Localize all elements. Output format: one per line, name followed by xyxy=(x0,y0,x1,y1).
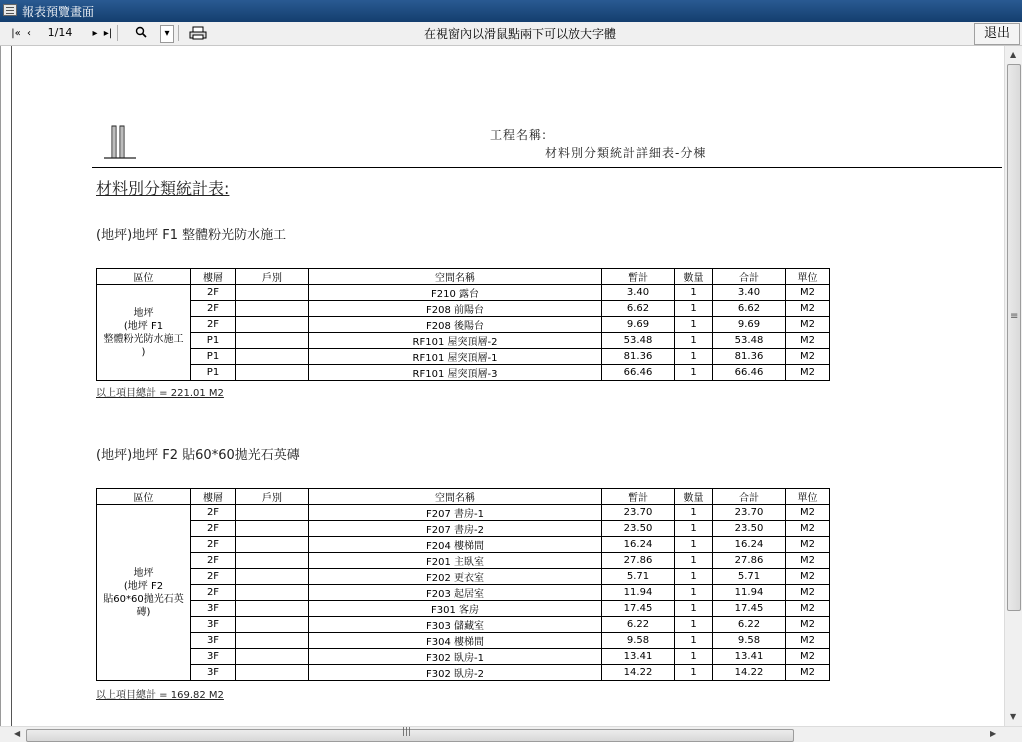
table-cell: M2 xyxy=(786,617,830,633)
table-cell xyxy=(236,649,309,665)
table-cell: 1 xyxy=(675,649,713,665)
col-header: 戶別 xyxy=(236,269,309,285)
table-cell xyxy=(236,617,309,633)
area-cell xyxy=(97,505,191,681)
report-heading: 材料別分類統計表: xyxy=(96,179,230,198)
scroll-down-icon[interactable]: ▼ xyxy=(1010,712,1017,721)
table-cell xyxy=(236,537,309,553)
table-cell: 9.58 xyxy=(602,633,675,649)
col-header: 區位 xyxy=(97,269,191,285)
table-cell: 1 xyxy=(675,585,713,601)
col-header: 空間名稱 xyxy=(309,269,602,285)
table-cell: 27.86 xyxy=(713,553,786,569)
col-header: 樓層 xyxy=(191,269,236,285)
table-cell: M2 xyxy=(786,365,830,381)
area-cell xyxy=(97,285,191,381)
zoom-hint: 在視窗內以滑鼠點兩下可以放大字體 xyxy=(423,27,616,41)
material-table-1 xyxy=(96,268,830,381)
building-logo-icon xyxy=(102,124,138,160)
table-cell: M2 xyxy=(786,601,830,617)
table-cell: 9.58 xyxy=(713,633,786,649)
table-cell: F304 樓梯間 xyxy=(309,633,602,649)
report-page xyxy=(11,46,1002,726)
table-cell: 2F xyxy=(191,285,236,301)
area-label-line: 地坪 xyxy=(133,567,154,579)
col-header: 空間名稱 xyxy=(309,489,602,505)
table-cell: 16.24 xyxy=(602,537,675,553)
prev-page-icon[interactable]: ‹ xyxy=(27,28,31,39)
col-header: 數量 xyxy=(675,489,713,505)
grip-icon: ||| xyxy=(402,727,412,737)
table-cell: 53.48 xyxy=(602,333,675,349)
header-divider xyxy=(92,167,1002,168)
table-cell: F301 客房 xyxy=(309,601,602,617)
table-cell: 53.48 xyxy=(713,333,786,349)
col-header: 戶別 xyxy=(236,489,309,505)
table-cell: F202 更衣室 xyxy=(309,569,602,585)
table-cell xyxy=(236,505,309,521)
table-cell: 3.40 xyxy=(602,285,675,301)
table-cell: 13.41 xyxy=(713,649,786,665)
section-title: (地坪)地坪 F2 貼60*60拋光石英磚 xyxy=(96,448,300,463)
vertical-scroll-thumb[interactable] xyxy=(1007,64,1021,611)
table-cell: 27.86 xyxy=(602,553,675,569)
table-cell: 3F xyxy=(191,665,236,681)
table-cell: 17.45 xyxy=(713,601,786,617)
table-row xyxy=(97,365,830,381)
col-header: 單位 xyxy=(786,489,830,505)
table-cell: 9.69 xyxy=(713,317,786,333)
table-cell: 1 xyxy=(675,537,713,553)
table-cell: 1 xyxy=(675,285,713,301)
table-row xyxy=(97,649,830,665)
area-label-line: 整體粉光防水施工 xyxy=(103,333,184,345)
table-row xyxy=(97,585,830,601)
vertical-scrollbar[interactable] xyxy=(1004,46,1022,726)
table-cell: RF101 屋突頂層-2 xyxy=(309,333,602,349)
toolbar-separator xyxy=(117,25,118,41)
table-cell xyxy=(236,665,309,681)
table-cell: 11.94 xyxy=(713,585,786,601)
last-page-icon[interactable]: ▸| xyxy=(103,28,113,39)
table-cell: 6.22 xyxy=(602,617,675,633)
table-cell: M2 xyxy=(786,649,830,665)
chevron-down-icon: ▾ xyxy=(164,28,170,39)
table-cell: F208 前陽台 xyxy=(309,301,602,317)
zoom-dropdown[interactable] xyxy=(160,25,174,43)
table-row xyxy=(97,285,830,301)
table-cell: F303 儲藏室 xyxy=(309,617,602,633)
report-name: 材料別分類統計詳細表-分棟 xyxy=(545,146,707,160)
table-cell: M2 xyxy=(786,633,830,649)
table-cell: M2 xyxy=(786,349,830,365)
table-cell xyxy=(236,633,309,649)
table-cell: 66.46 xyxy=(602,365,675,381)
table-cell: 1 xyxy=(675,505,713,521)
table-cell: M2 xyxy=(786,569,830,585)
table-cell: M2 xyxy=(786,537,830,553)
section-total: 以上項目總計 = 169.82 M2 xyxy=(96,690,224,701)
table-cell xyxy=(236,569,309,585)
table-cell: M2 xyxy=(786,285,830,301)
table-cell: F204 樓梯間 xyxy=(309,537,602,553)
table-cell: F207 書房-1 xyxy=(309,505,602,521)
preview-toolbar xyxy=(0,22,1022,46)
table-cell: 23.50 xyxy=(713,521,786,537)
table-cell: 6.62 xyxy=(713,301,786,317)
table-cell: 1 xyxy=(675,349,713,365)
area-label-line: 地坪 xyxy=(133,307,154,319)
table-cell: F302 臥房-2 xyxy=(309,665,602,681)
table-cell: 2F xyxy=(191,537,236,553)
report-viewport[interactable] xyxy=(0,46,1005,726)
table-cell: M2 xyxy=(786,665,830,681)
table-row xyxy=(97,537,830,553)
table-cell xyxy=(236,553,309,569)
table-cell: M2 xyxy=(786,317,830,333)
table-cell: 16.24 xyxy=(713,537,786,553)
table-cell: 3F xyxy=(191,633,236,649)
first-page-icon[interactable]: |« xyxy=(11,28,21,39)
table-cell: 3F xyxy=(191,617,236,633)
table-row xyxy=(97,317,830,333)
col-header: 暫計 xyxy=(602,269,675,285)
table-cell: 3.40 xyxy=(713,285,786,301)
table-cell: 1 xyxy=(675,301,713,317)
col-header: 單位 xyxy=(786,269,830,285)
area-label-line: (地坪 F2 xyxy=(123,580,164,592)
table-row xyxy=(97,505,830,521)
next-page-icon[interactable]: ▸ xyxy=(92,28,98,39)
table-cell: P1 xyxy=(191,349,236,365)
table-cell: 1 xyxy=(675,333,713,349)
material-table-2 xyxy=(96,488,830,681)
table-cell: M2 xyxy=(786,505,830,521)
window-title: 報表預覽畫面 xyxy=(22,5,95,19)
table-cell: 1 xyxy=(675,601,713,617)
table-cell: M2 xyxy=(786,553,830,569)
table-cell: 2F xyxy=(191,301,236,317)
col-header: 區位 xyxy=(97,489,191,505)
grip-icon: ≡ xyxy=(1010,311,1019,322)
scroll-left-icon[interactable]: ◀ xyxy=(14,729,21,738)
table-cell: 2F xyxy=(191,317,236,333)
table-cell: RF101 屋突頂層-3 xyxy=(309,365,602,381)
table-cell: 14.22 xyxy=(602,665,675,681)
table-cell: 81.36 xyxy=(602,349,675,365)
table-cell xyxy=(236,585,309,601)
table-cell: P1 xyxy=(191,333,236,349)
table-cell: P1 xyxy=(191,365,236,381)
window-titlebar xyxy=(0,0,1022,22)
area-label-line: 磚) xyxy=(136,606,151,618)
table-cell: 2F xyxy=(191,585,236,601)
table-cell: M2 xyxy=(786,521,830,537)
table-cell: F302 臥房-1 xyxy=(309,649,602,665)
table-cell: 1 xyxy=(675,665,713,681)
table-cell: 1 xyxy=(675,633,713,649)
col-header: 數量 xyxy=(675,269,713,285)
table-row xyxy=(97,553,830,569)
table-cell: F208 後陽台 xyxy=(309,317,602,333)
col-header: 合計 xyxy=(713,269,786,285)
table-row xyxy=(97,569,830,585)
project-name-label: 工程名稱: xyxy=(490,128,548,142)
table-cell: 11.94 xyxy=(602,585,675,601)
col-header: 合計 xyxy=(713,489,786,505)
table-row xyxy=(97,601,830,617)
table-row xyxy=(97,333,830,349)
table-cell: 1 xyxy=(675,521,713,537)
scroll-right-icon[interactable]: ▶ xyxy=(990,729,997,738)
table-cell: 2F xyxy=(191,553,236,569)
area-label-line: ) xyxy=(141,346,146,358)
table-cell: 1 xyxy=(675,365,713,381)
table-cell: F207 書房-2 xyxy=(309,521,602,537)
table-cell: 6.62 xyxy=(602,301,675,317)
table-cell: 13.41 xyxy=(602,649,675,665)
toolbar-separator xyxy=(178,25,179,41)
table-cell: 17.45 xyxy=(602,601,675,617)
app-icon xyxy=(3,4,17,16)
magnifier-icon xyxy=(135,26,147,38)
exit-button[interactable]: 退出 xyxy=(974,23,1020,45)
table-cell: 23.50 xyxy=(602,521,675,537)
table-row xyxy=(97,633,830,649)
table-cell xyxy=(236,601,309,617)
table-cell: 9.69 xyxy=(602,317,675,333)
table-cell xyxy=(236,333,309,349)
page-indicator: 1/14 xyxy=(47,26,73,39)
area-label-line: (地坪 F1 xyxy=(123,320,164,332)
table-cell xyxy=(236,285,309,301)
table-cell: 5.71 xyxy=(713,569,786,585)
table-cell xyxy=(236,521,309,537)
table-cell: M2 xyxy=(786,585,830,601)
table-row xyxy=(97,301,830,317)
table-cell: 2F xyxy=(191,569,236,585)
table-cell: 3F xyxy=(191,601,236,617)
printer-icon xyxy=(189,26,207,40)
table-cell: 1 xyxy=(675,553,713,569)
table-cell xyxy=(236,365,309,381)
table-cell: 5.71 xyxy=(602,569,675,585)
print-button[interactable] xyxy=(184,25,212,43)
table-cell: 3F xyxy=(191,649,236,665)
zoom-button[interactable] xyxy=(122,25,160,43)
table-cell: RF101 屋突頂層-1 xyxy=(309,349,602,365)
table-row xyxy=(97,521,830,537)
section-title: (地坪)地坪 F1 整體粉光防水施工 xyxy=(96,228,287,243)
table-cell xyxy=(236,301,309,317)
table-row xyxy=(97,617,830,633)
area-label-line: 貼60*60拋光石英 xyxy=(103,593,184,605)
table-cell: 2F xyxy=(191,521,236,537)
table-cell: M2 xyxy=(786,301,830,317)
section-total: 以上項目總計 = 221.01 M2 xyxy=(96,388,224,399)
table-cell: 1 xyxy=(675,317,713,333)
table-cell: 14.22 xyxy=(713,665,786,681)
table-cell: 23.70 xyxy=(713,505,786,521)
table-cell: M2 xyxy=(786,333,830,349)
table-cell: 81.36 xyxy=(713,349,786,365)
table-row xyxy=(97,349,830,365)
horizontal-scrollbar[interactable] xyxy=(0,726,1022,742)
scroll-up-icon[interactable]: ▲ xyxy=(1010,50,1017,59)
table-cell: 66.46 xyxy=(713,365,786,381)
table-cell: 2F xyxy=(191,505,236,521)
table-cell: F201 主臥室 xyxy=(309,553,602,569)
table-cell: F210 露台 xyxy=(309,285,602,301)
table-cell: 1 xyxy=(675,569,713,585)
table-row xyxy=(97,665,830,681)
table-cell: F203 起居室 xyxy=(309,585,602,601)
col-header: 暫計 xyxy=(602,489,675,505)
table-cell: 23.70 xyxy=(602,505,675,521)
col-header: 樓層 xyxy=(191,489,236,505)
table-cell xyxy=(236,317,309,333)
table-cell: 6.22 xyxy=(713,617,786,633)
table-cell: 1 xyxy=(675,617,713,633)
table-cell xyxy=(236,349,309,365)
